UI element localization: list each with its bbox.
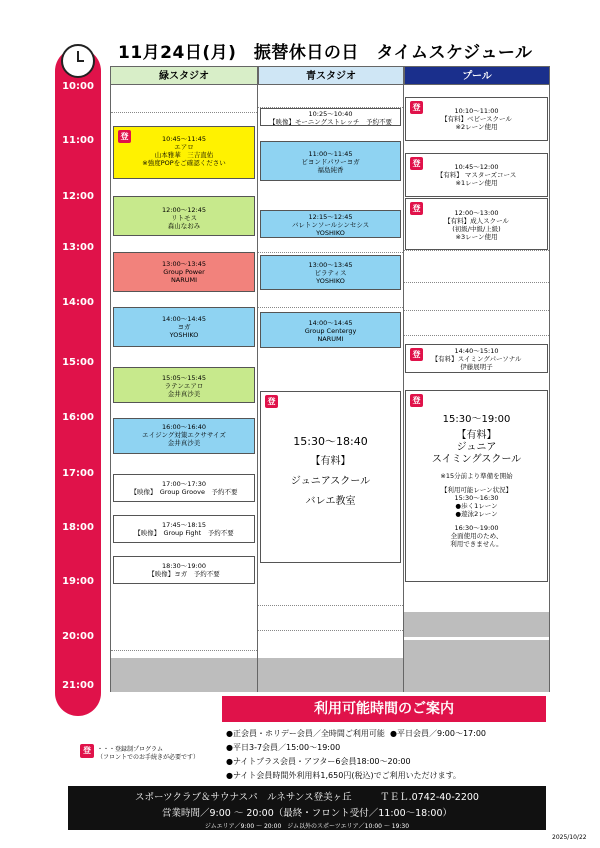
- issue-date: 2025/10/22: [552, 834, 587, 841]
- registration-tag: 登: [410, 202, 423, 215]
- registration-tag: 登: [265, 395, 278, 408]
- hour-label: 14:00: [62, 297, 94, 308]
- info-heading: 利用可能時間のご案内: [222, 696, 546, 722]
- hour-label: 13:00: [62, 242, 94, 253]
- hour-label: 12:00: [62, 191, 94, 202]
- class-block: 15:05～15:45 ラテンエアロ 金井真沙美: [113, 367, 255, 403]
- column-blue: [258, 85, 404, 692]
- info-line: ●平日3-7会員／15:00～19:00: [226, 743, 341, 752]
- column-header-green: 緑スタジオ: [110, 66, 258, 85]
- hour-label: 18:00: [62, 522, 94, 533]
- info-line: ●ナイト会員時間外利用料1,650円(税込)でご利用いただけます。: [226, 771, 461, 780]
- column-pool: [404, 85, 550, 692]
- class-block: 登 10:10～11:00 【有料】ベビースクール ※2レーン使用: [405, 97, 548, 141]
- footer-hours: 営業時間／9:00 ～ 20:00（最終・フロント受付／11:00～18:00）: [161, 808, 452, 819]
- class-block: 17:00～17:30 【映像】 Group Groove 予約不要: [113, 474, 255, 502]
- hour-label: 16:00: [62, 412, 94, 423]
- hour-label: 19:00: [62, 576, 94, 587]
- legend-text: ・・・登録制プログラム: [97, 746, 163, 753]
- registration-tag: 登: [410, 394, 423, 407]
- class-block: 16:00～16:40 エイジング対策エクササイズ 金井真沙美: [113, 418, 255, 454]
- class-block: 14:00～14:45 Group Centergy NARUMI: [260, 312, 401, 348]
- class-block: 登 12:00～13:00 【有料】成人スクール (初級/中級/上級) ※3レーン使用: [405, 198, 548, 250]
- hour-label: 11:00: [62, 135, 94, 146]
- registration-tag: 登: [410, 101, 423, 114]
- hour-label: 21:00: [62, 680, 94, 691]
- column-green: [110, 85, 258, 692]
- page-title: 11月24日(月) 振替休日の日 タイムスケジュール: [118, 43, 533, 63]
- class-block: 登 10:45～12:00 【有料】 マスターズコース ※1レーン使用: [405, 153, 548, 197]
- class-block: 13:00～13:45 ピラティス YOSHIKO: [260, 255, 401, 290]
- class-block: 13:00～13:45 Group Power NARUMI: [113, 252, 255, 292]
- hour-label: 15:00: [62, 357, 94, 368]
- column-header-blue: 青スタジオ: [258, 66, 404, 85]
- hour-label: 10:00: [62, 81, 94, 92]
- class-block: 17:45～18:15 【映像】 Group Fight 予約不要: [113, 515, 255, 543]
- class-block: 12:00～12:45 リトモス 森山なおみ: [113, 196, 255, 236]
- class-block: 11:00～11:45 ビヨンドパワーヨガ 福島純香: [260, 141, 401, 181]
- schedule-grid: [110, 66, 550, 692]
- class-block: 18:30～19:00 【映像】ヨガ 予約不要: [113, 556, 255, 584]
- info-line: ●正会員・ホリデー会員／全時間ご利用可能: [226, 729, 385, 738]
- class-block: 登 10:45～11:45 エアロ 山本雅華 三吉直佑 ※強度POPをご確認ください: [113, 126, 255, 179]
- class-block: 登 15:30～19:00 【有料】 ジュニア スイミングスクール ※15分前より準備を開始 【利用可能レーン状況】 15:30～16:30 ●歩く1レーン ●遊泳2レーン 16:30～19:00 全面使用のため、 利用できません。: [405, 390, 548, 582]
- column-header-pool: プール: [404, 66, 550, 85]
- class-block: 登 15:30～18:40 【有料】 ジュニアスクール バレエ教室: [260, 391, 401, 563]
- class-block: 14:00～14:45 ヨガ YOSHIKO: [113, 307, 255, 347]
- info-line: ●ナイトプラス会員・アフター6会員18:00～20:00: [226, 757, 411, 766]
- clock-icon: [61, 44, 95, 78]
- footer-areas: ジムエリア／9:00 ～ 20:00 ジム以外のスポーツエリア／10:00 ～ 19:30: [204, 823, 410, 830]
- hour-label: 17:00: [62, 468, 94, 479]
- class-block: 10:25～10:40 【映像】モーニングストレッチ 予約不要: [260, 108, 401, 126]
- legend-text: （フロントでのお手続きが必要です）: [97, 754, 200, 761]
- class-block: 登 14:40～15:10 【有料】スイミングパーソナル 伊藤展明子: [405, 344, 548, 373]
- registration-tag: 登: [118, 130, 131, 143]
- registration-tag: 登: [410, 348, 423, 361]
- footer-club: スポーツクラブ＆サウナスパ ルネサンス登美ヶ丘 ＴＥＬ.0742-40-2200: [135, 792, 479, 803]
- footer: [68, 786, 546, 830]
- hour-label: 20:00: [62, 631, 94, 642]
- registration-tag-legend: 登: [80, 744, 94, 758]
- registration-tag: 登: [410, 157, 423, 170]
- class-block: 12:15～12:45 バレトンソールシンセシス YOSHIKO: [260, 210, 401, 238]
- info-line: ●平日会員／9:00～17:00: [390, 729, 486, 738]
- time-column: [55, 48, 101, 716]
